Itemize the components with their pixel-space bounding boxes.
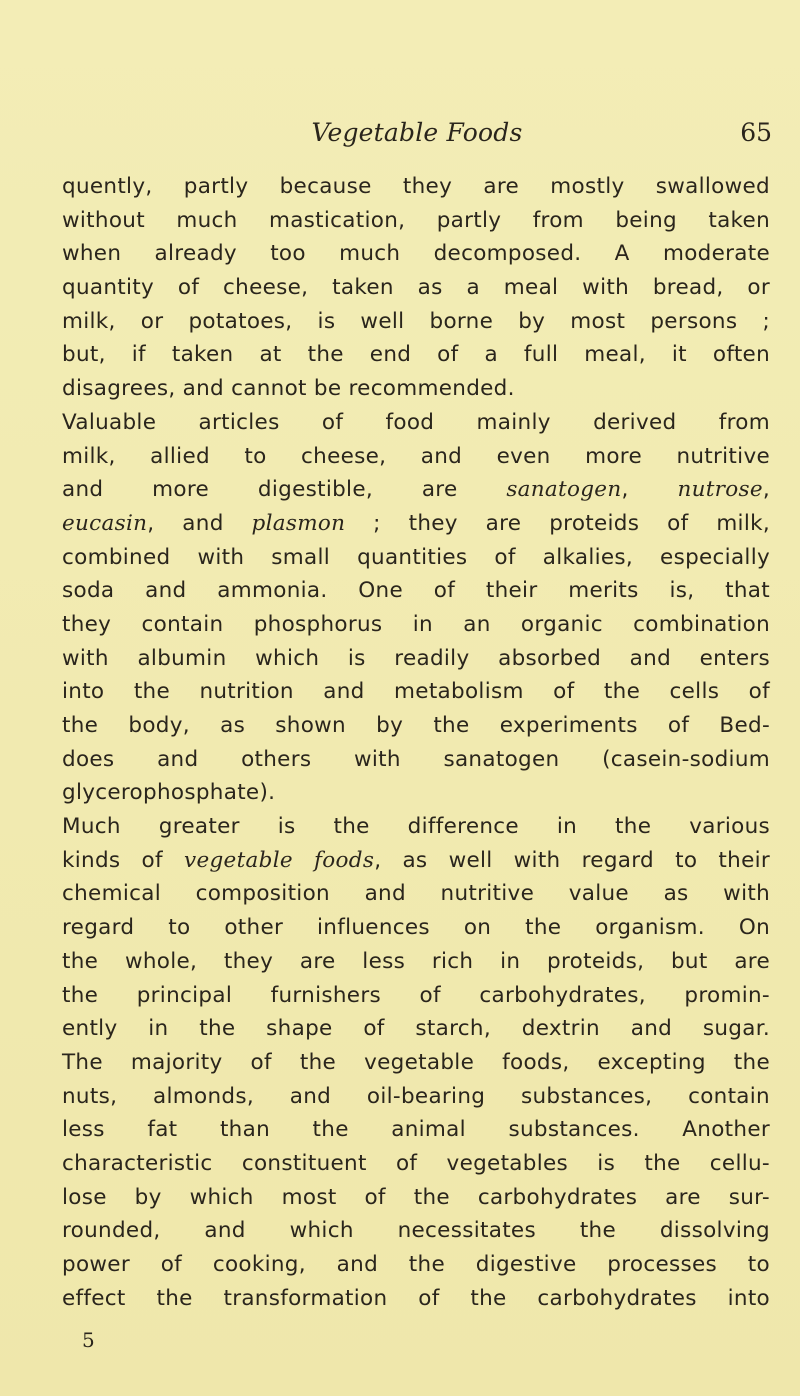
text-line: Valuable articles of food mainly derived from — [62, 409, 770, 435]
text-line: regard to other influences on the organism. On — [62, 915, 770, 941]
text-line: The majority of the vegetable foods, excepting the — [62, 1049, 770, 1075]
text-line: quantity of cheese, taken as a meal with bread, or — [62, 275, 770, 301]
signature-mark: 5 — [82, 1328, 95, 1352]
body-text — [62, 170, 770, 1315]
text-segment: , as well with regard to their — [374, 847, 771, 873]
text-line: quently, partly because they are mostly swallowed — [62, 174, 770, 199]
italic-term: sanatogen — [506, 477, 622, 503]
italic-term: plasmon — [251, 510, 346, 536]
text-line: Much greater is the difference in the various — [62, 814, 770, 840]
italic-term: nutrose — [677, 477, 763, 503]
text-line: into the nutrition and metabolism of the cells of — [62, 679, 770, 705]
text-line: but, if taken at the end of a full meal, it often — [62, 342, 770, 368]
text-line: soda and ammonia. One of their merits is, that — [62, 578, 770, 604]
italic-term: eucasin — [62, 510, 148, 536]
text-line: characteristic constituent of vegetables is the cellu- — [62, 1150, 770, 1176]
text-line: does and others with sanatogen (casein-sodium — [62, 746, 770, 772]
text-line: nuts, almonds, and oil-bearing substances, contain — [62, 1083, 770, 1109]
text-line: milk, allied to cheese, and even more nutritive — [62, 443, 770, 469]
text-line: combined with small quantities of alkalies, especially — [62, 544, 770, 570]
text-line: glycerophosphate). — [62, 780, 276, 806]
text-line: they contain phosphorus in an organic combination — [62, 611, 770, 637]
running-title: Vegetable Foods — [311, 118, 523, 147]
text-segment: , and — [147, 510, 252, 536]
text-line — [62, 507, 770, 541]
text-line: without much mastication, partly from being taken — [62, 207, 770, 233]
text-line — [62, 473, 770, 507]
text-line: milk, or potatoes, is well borne by most persons ; — [62, 308, 770, 334]
text-line: the body, as shown by the experiments of Bed- — [62, 713, 770, 738]
text-line: ently in the shape of starch, dextrin and sugar. — [62, 1016, 770, 1042]
italic-term: vegetable foods — [184, 847, 375, 873]
text-segment: and more digestible, are — [62, 477, 507, 503]
text-line: the whole, they are less rich in proteids, but are — [62, 948, 770, 974]
text-line: with albumin which is readily absorbed and enters — [62, 645, 770, 671]
text-segment: , — [621, 477, 678, 503]
text-line: the principal furnishers of carbohydrates, promin- — [62, 982, 770, 1008]
text-line: less fat than the animal substances. Another — [62, 1117, 770, 1143]
text-line: lose by which most of the carbohydrates are sur- — [62, 1184, 770, 1210]
text-line: rounded, and which necessitates the dissolving — [62, 1218, 770, 1244]
page-number: 65 — [740, 118, 772, 147]
text-line: power of cooking, and the digestive processes to — [62, 1252, 770, 1277]
text-segment: ; they are proteids of milk, — [345, 510, 770, 536]
text-line: chemical composition and nutritive value as with — [62, 881, 770, 907]
page-header — [62, 118, 772, 154]
text-line: disagrees, and cannot be recommended. — [62, 376, 515, 402]
text-line: effect the transformation of the carbohydrates into — [62, 1285, 770, 1311]
text-segment: , — [762, 477, 770, 503]
text-segment: kinds of — [62, 847, 185, 873]
text-line — [62, 844, 770, 878]
text-line: when already too much decomposed. A moderate — [62, 241, 770, 267]
